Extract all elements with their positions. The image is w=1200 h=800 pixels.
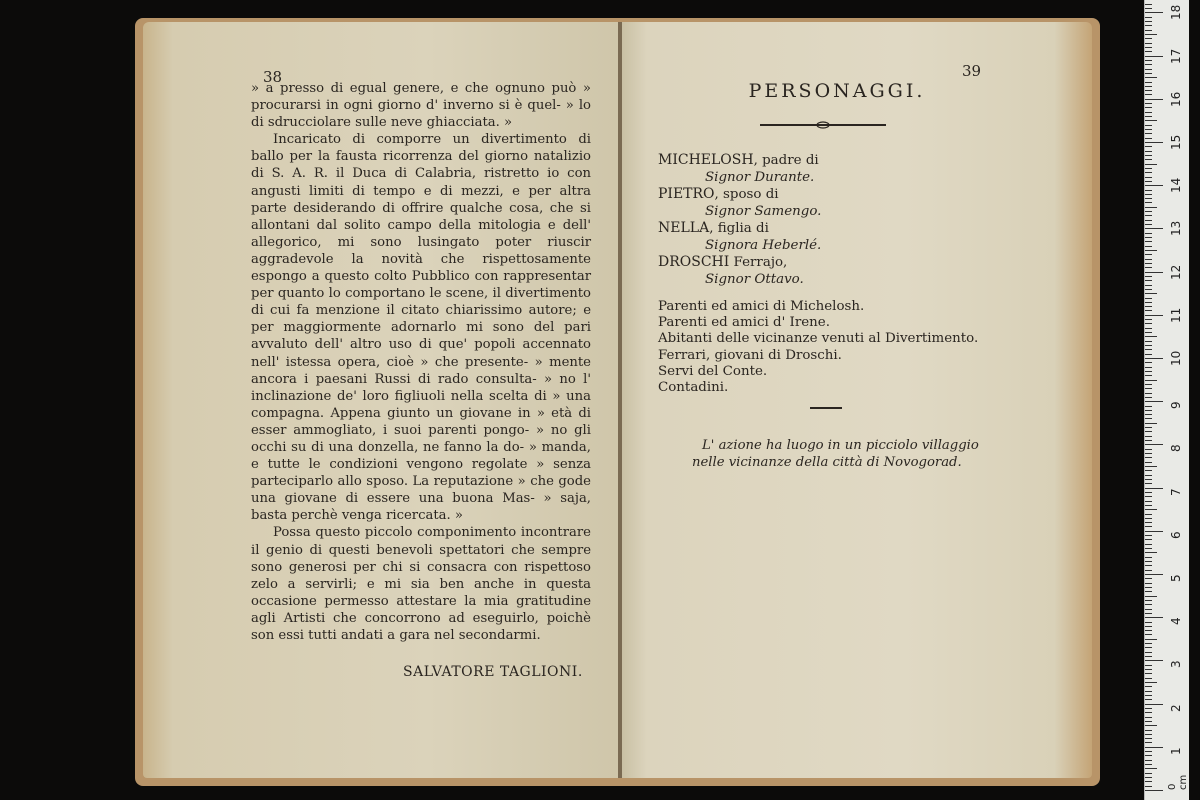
- extras-item: Servi del Conte.: [658, 363, 768, 379]
- ruler-tick: [1145, 548, 1152, 549]
- ruler-tick: [1145, 444, 1163, 445]
- ruler-tick: [1145, 211, 1152, 212]
- ruler-tick: [1145, 518, 1152, 519]
- ruler-tick: [1145, 397, 1152, 398]
- ruler-label: 5: [1169, 574, 1183, 582]
- ruler-label: 1: [1169, 747, 1183, 755]
- ruler-tick: [1145, 181, 1152, 182]
- ruler-tick: [1145, 159, 1152, 160]
- ruler-tick: [1145, 427, 1152, 428]
- ruler-tick: [1145, 77, 1157, 78]
- ruler-tick: [1145, 47, 1152, 48]
- left-page-body: [251, 80, 591, 644]
- ruler-tick: [1145, 708, 1152, 709]
- ruler-tick: [1145, 358, 1163, 359]
- ruler-tick: [1145, 466, 1157, 467]
- ruler-tick: [1145, 177, 1152, 178]
- ruler-tick: [1145, 695, 1152, 696]
- ruler-tick: [1145, 565, 1152, 566]
- ruler-tick: [1145, 730, 1152, 731]
- ruler-unit-label: 0 cm: [1167, 774, 1189, 790]
- ruler-tick: [1145, 665, 1152, 666]
- ruler-tick: [1145, 660, 1163, 661]
- ruler-tick: [1145, 453, 1152, 454]
- ruler-tick: [1145, 233, 1152, 234]
- ruler-tick: [1145, 272, 1163, 273]
- ruler-tick: [1145, 639, 1157, 640]
- ruler-tick: [1145, 112, 1152, 113]
- ruler-tick: [1145, 319, 1152, 320]
- ruler-tick: [1145, 38, 1152, 39]
- paragraph-closing: Possa questo piccolo componimento incontrare il genio di questi benevoli spettatori che sempre sono generosi per chi si consacra con rispettoso zelo a servirli; e mi sia ben anche in questa occasione permesso attestare la mia gratitudine agli Artisti che concorrono ad eseguirlo, poichè son essi tutti andati a gara nel secondarmi.: [251, 525, 591, 643]
- ruler-tick: [1145, 682, 1157, 683]
- ruler-tick: [1145, 190, 1152, 191]
- ruler-tick: [1145, 669, 1152, 670]
- ruler-tick: [1145, 289, 1152, 290]
- ruler-tick: [1145, 56, 1163, 57]
- ruler-tick: [1145, 293, 1157, 294]
- ruler-tick: [1145, 345, 1152, 346]
- ruler-tick: [1145, 220, 1152, 221]
- ruler-tick: [1145, 609, 1152, 610]
- ruler-tick: [1145, 142, 1163, 143]
- extras-item: Parenti ed amici di Michelosh.: [658, 299, 865, 314]
- ruler-tick: [1145, 561, 1152, 562]
- ruler-tick: [1145, 185, 1163, 186]
- ruler-tick: [1145, 401, 1163, 402]
- ruler-tick: [1145, 202, 1152, 203]
- cast-desc: Ferrajo,: [729, 255, 788, 270]
- ruler-tick: [1145, 332, 1152, 333]
- cast-role: MICHELOSH: [658, 152, 754, 168]
- ruler-tick: [1145, 375, 1152, 376]
- ruler-tick: [1145, 583, 1152, 584]
- ruler-tick: [1145, 742, 1152, 743]
- ruler-tick: [1145, 613, 1152, 614]
- ruler-tick: [1145, 12, 1163, 13]
- cast-list: [658, 152, 1078, 288]
- extras-item: Abitanti delle vicinanze venuti al Divertimento.: [658, 331, 979, 347]
- ruler-tick: [1145, 596, 1157, 597]
- ruler-label: 10: [1169, 350, 1183, 366]
- ruler-tick: [1145, 367, 1152, 368]
- page-number-left: 38: [263, 68, 283, 86]
- ruler-tick: [1145, 781, 1152, 782]
- ruler-tick: [1145, 790, 1163, 791]
- cast-entry: [658, 186, 1078, 220]
- scene-setting: [692, 437, 1072, 471]
- ruler-tick: [1145, 254, 1152, 255]
- ruler-label: 16: [1169, 91, 1183, 107]
- cast-desc: , figlia di: [709, 221, 769, 236]
- ruler-tick: [1145, 4, 1152, 5]
- ruler-tick: [1145, 656, 1152, 657]
- ruler-tick: [1145, 414, 1152, 415]
- left-page: [143, 22, 618, 778]
- ruler-tick: [1145, 263, 1152, 264]
- ruler-tick: [1145, 241, 1152, 242]
- cast-desc: , padre di: [753, 153, 819, 168]
- author-signature: SALVATORE TAGLIONI.: [403, 664, 583, 680]
- ruler-tick: [1145, 90, 1152, 91]
- ruler-tick: [1145, 172, 1152, 173]
- ruler-tick: [1145, 747, 1163, 748]
- ruler-tick: [1145, 531, 1163, 532]
- ruler-tick: [1145, 544, 1152, 545]
- section-divider: [810, 407, 842, 409]
- ruler-tick: [1145, 349, 1152, 350]
- ruler-tick: [1145, 323, 1152, 324]
- ruler-tick: [1145, 470, 1152, 471]
- ruler-tick: [1145, 17, 1152, 18]
- measuring-ruler: [1144, 0, 1189, 800]
- ruler-tick: [1145, 164, 1157, 165]
- ruler-tick: [1145, 259, 1152, 260]
- ruler-label: 14: [1169, 177, 1183, 194]
- ruler-tick: [1145, 388, 1152, 389]
- ruler-tick: [1145, 704, 1163, 705]
- ruler-tick: [1145, 168, 1152, 169]
- ornament-rule-icon: [760, 120, 886, 130]
- ruler-tick: [1145, 483, 1152, 484]
- ruler-tick: [1145, 228, 1163, 229]
- ruler-tick: [1145, 768, 1157, 769]
- ruler-tick: [1145, 198, 1152, 199]
- cast-actor: Signor Samengo.: [705, 204, 822, 219]
- ruler-tick: [1145, 125, 1152, 126]
- extras-item: Ferrari, giovani di Droschi.: [658, 347, 842, 363]
- ruler-tick: [1145, 246, 1152, 247]
- ruler-tick: [1145, 423, 1157, 424]
- ruler-tick: [1145, 280, 1152, 281]
- ruler-tick: [1145, 43, 1152, 44]
- ruler-tick: [1145, 116, 1152, 117]
- ruler-tick: [1145, 431, 1152, 432]
- ruler-tick: [1145, 194, 1152, 195]
- ruler-tick: [1145, 591, 1152, 592]
- ruler-tick: [1145, 570, 1152, 571]
- ruler-tick: [1145, 138, 1152, 139]
- ruler-tick: [1145, 634, 1152, 635]
- ruler-tick: [1145, 107, 1152, 108]
- ruler-label: 18: [1169, 5, 1183, 21]
- ruler-tick: [1145, 21, 1152, 22]
- ruler-tick: [1145, 224, 1152, 225]
- cast-entry: [658, 254, 1078, 288]
- ruler-tick: [1145, 94, 1152, 95]
- ruler-tick: [1145, 133, 1152, 134]
- ruler-tick: [1145, 82, 1152, 83]
- ruler-tick: [1145, 310, 1152, 311]
- ruler-tick: [1145, 475, 1152, 476]
- cast-entry: [658, 220, 1078, 254]
- ruler-tick: [1145, 557, 1152, 558]
- ruler-tick: [1145, 751, 1152, 752]
- ruler-tick: [1145, 604, 1152, 605]
- ruler-tick: [1145, 496, 1152, 497]
- ruler-tick: [1145, 630, 1152, 631]
- ruler-tick: [1145, 315, 1163, 316]
- ruler-tick: [1145, 146, 1152, 147]
- ruler-label: 11: [1169, 307, 1183, 323]
- ruler-tick: [1145, 440, 1152, 441]
- ruler-tick: [1145, 237, 1152, 238]
- ruler-tick: [1145, 449, 1152, 450]
- ruler-tick: [1145, 267, 1152, 268]
- ruler-tick: [1145, 341, 1152, 342]
- paragraph-quote-end: » a presso di egual genere, e che ognuno può » procurarsi in ogni giorno d' inverno si è quel- » lo di sdrucciolare sulle neve ghiacciata. »: [251, 81, 591, 131]
- ruler-tick: [1145, 526, 1152, 527]
- ruler-tick: [1145, 328, 1152, 329]
- ruler-tick: [1145, 734, 1152, 735]
- ruler-tick: [1145, 129, 1152, 130]
- ruler-label: 17: [1169, 48, 1183, 64]
- ruler-tick: [1145, 30, 1152, 31]
- ruler-tick: [1145, 86, 1152, 87]
- ruler-tick: [1145, 738, 1152, 739]
- ruler-tick: [1145, 673, 1152, 674]
- ruler-tick: [1145, 574, 1163, 575]
- ruler-tick: [1145, 501, 1152, 502]
- cast-desc: , sposo di: [714, 187, 779, 202]
- ruler-tick: [1145, 25, 1152, 26]
- extras-item: Parenti ed amici d' Irene.: [658, 315, 830, 331]
- ruler-tick: [1145, 522, 1152, 523]
- ruler-tick: [1145, 643, 1152, 644]
- ruler-tick: [1145, 306, 1152, 307]
- ruler-tick: [1145, 479, 1152, 480]
- paragraph-main: Incaricato di comporre un divertimento di ballo per la fausta ricorrenza del giorno natalizio di S. A. R. il Duca di Calabria, ristretto io con angusti limiti di tempo e di mezzi, e per altra parte desiderando di offrire qualche cosa, che si allontani dal solito campo della mitologia e dell' allegorico, mi sono lusingato poter riuscir aggradevole la novità che rispettosamente espongo a questo colto Pubblico con rappresentar per quanto lo comportano le scene, il divertimento di cui fa menzione il citato chiarissimo autore; e per maggiormente adornarlo mi sono del pari avvaluto dell' altro uso di que' popoli accennato nell' istessa opera, cioè » che presente- » mente ancora i paesani Russi di rado consulta- » no l' inclinazione de' loro figliuoli nella scelta di » una compagna. Appena giunto un giovane in » età di esser ammogliato, i suoi parenti pongo- » no gli occhi su di una donzella, ne fanno la do- » manda, e tutte le condizioni vengono regolate » senza parteciparlo allo sposo. La reputazione » che gode una giovane di essere una buona Mas- » saja, basta perchè venga ricercata. »: [251, 132, 591, 524]
- ruler-tick: [1145, 302, 1152, 303]
- ruler-tick: [1145, 215, 1152, 216]
- ruler-tick: [1145, 600, 1152, 601]
- ruler-tick: [1145, 764, 1152, 765]
- ruler-tick: [1145, 99, 1163, 100]
- ruler-label: 4: [1169, 617, 1183, 626]
- ruler-tick: [1145, 488, 1163, 489]
- ruler-tick: [1145, 103, 1152, 104]
- ruler-label: 6: [1169, 531, 1183, 539]
- ruler-tick: [1145, 514, 1152, 515]
- ruler-tick: [1145, 617, 1163, 618]
- ruler-tick: [1145, 539, 1152, 540]
- ruler-tick: [1145, 755, 1152, 756]
- ruler-tick: [1145, 51, 1152, 52]
- ruler-tick: [1145, 384, 1152, 385]
- ruler-label: 8: [1169, 444, 1183, 453]
- ruler-label: 9: [1169, 401, 1183, 410]
- cast-role: NELLA: [658, 220, 710, 236]
- cast-actor: Signora Heberlé.: [705, 238, 822, 253]
- ruler-tick: [1145, 760, 1152, 761]
- ruler-tick: [1145, 285, 1152, 286]
- ruler-tick: [1145, 393, 1152, 394]
- ruler-tick: [1145, 509, 1157, 510]
- ruler-tick: [1145, 552, 1157, 553]
- ruler-tick: [1145, 336, 1157, 337]
- ruler-tick: [1145, 457, 1152, 458]
- ruler-tick: [1145, 587, 1152, 588]
- setting-line: nelle vicinanze della città di Novogorad.: [692, 455, 962, 470]
- ruler-tick: [1145, 773, 1152, 774]
- ruler-tick: [1145, 250, 1157, 251]
- ruler-tick: [1145, 717, 1152, 718]
- cast-role: PIETRO: [658, 186, 715, 202]
- ruler-tick: [1145, 120, 1157, 121]
- ruler-tick: [1145, 786, 1152, 787]
- ruler-tick: [1145, 462, 1152, 463]
- ruler-tick: [1145, 436, 1152, 437]
- ruler-tick: [1145, 73, 1152, 74]
- open-book: [135, 18, 1100, 786]
- ruler-tick: [1145, 578, 1152, 579]
- ruler-tick: [1145, 155, 1152, 156]
- ruler-tick: [1145, 777, 1152, 778]
- ruler-label: 2: [1169, 703, 1183, 712]
- ruler-tick: [1145, 647, 1152, 648]
- ruler-tick: [1145, 622, 1152, 623]
- ruler-tick: [1145, 276, 1152, 277]
- ruler-tick: [1145, 626, 1152, 627]
- extras-item: Contadini.: [658, 380, 729, 396]
- ruler-tick: [1145, 69, 1152, 70]
- ruler-tick: [1145, 492, 1152, 493]
- ruler-tick: [1145, 8, 1152, 9]
- cast-entry: [658, 152, 1078, 186]
- ruler-label: 7: [1169, 487, 1183, 496]
- ruler-tick: [1145, 207, 1157, 208]
- extras-list: [658, 299, 1078, 396]
- ruler-tick: [1145, 371, 1152, 372]
- ruler-label: 12: [1169, 264, 1183, 280]
- ruler-tick: [1145, 505, 1152, 506]
- ruler-label: 3: [1169, 660, 1183, 669]
- ruler-label: 13: [1169, 221, 1183, 237]
- ruler-tick: [1145, 686, 1152, 687]
- ruler-tick: [1145, 64, 1152, 65]
- cast-actor: Signor Durante.: [705, 170, 815, 185]
- ruler-tick: [1145, 362, 1152, 363]
- ruler-tick: [1145, 406, 1152, 407]
- right-page: [622, 22, 1092, 778]
- page-number-right: 39: [962, 62, 982, 80]
- ruler-tick: [1145, 151, 1152, 152]
- ruler-tick: [1145, 60, 1152, 61]
- ruler-tick: [1145, 298, 1152, 299]
- cast-title: PERSONAGGI.: [748, 80, 926, 102]
- ruler-tick: [1145, 410, 1152, 411]
- ruler-tick: [1145, 418, 1152, 419]
- ruler-tick: [1145, 678, 1152, 679]
- ruler-tick: [1145, 699, 1152, 700]
- ruler-label: 15: [1169, 134, 1183, 150]
- cast-role: DROSCHI: [658, 254, 730, 270]
- setting-line: L' azione ha luogo in un picciolo villaggio: [702, 438, 979, 453]
- ruler-tick: [1145, 380, 1157, 381]
- ruler-tick: [1145, 354, 1152, 355]
- ruler-tick: [1145, 535, 1152, 536]
- ruler-tick: [1145, 691, 1152, 692]
- ruler-tick: [1145, 721, 1152, 722]
- ruler-tick: [1145, 652, 1152, 653]
- ruler-tick: [1145, 712, 1152, 713]
- cast-actor: Signor Ottavo.: [705, 272, 804, 287]
- ruler-tick: [1145, 725, 1157, 726]
- ruler-tick: [1145, 34, 1157, 35]
